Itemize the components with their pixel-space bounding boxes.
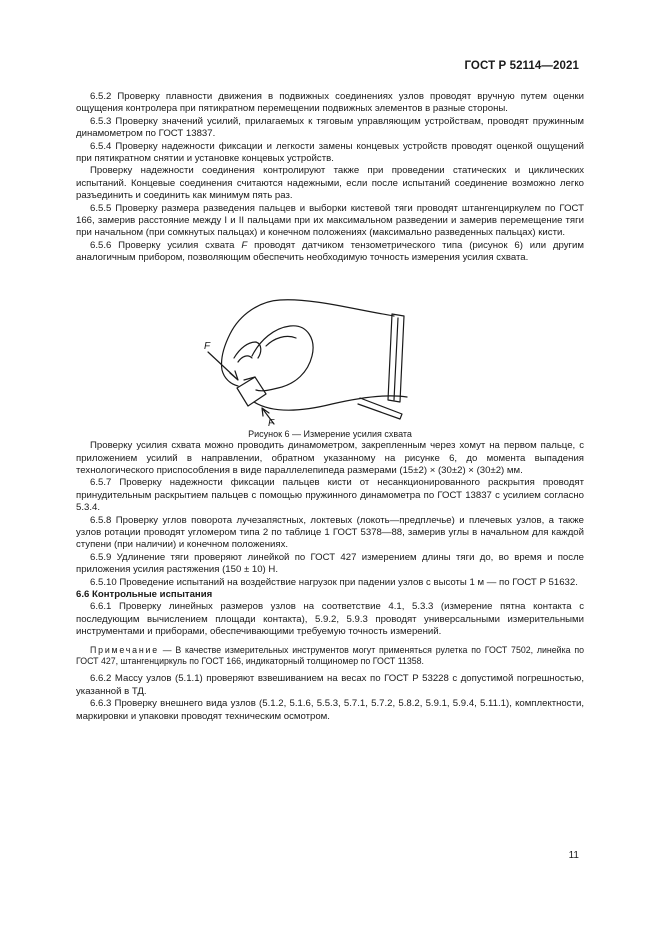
note-text: — В качестве измерительных инструментов могут применяться рулетка по ГОСТ 7502, линейка по ГОСТ 427, штангенциркуль по ГОСТ 166, индикаторный толщиномер по ГОСТ 11358. [76,644,584,666]
paragraph-6-5-8: 6.5.8 Проверку углов поворота лучезапястных, локтевых (локоть—предплечье) и плечевых узлов, а также узлов ротации проводят угломером типа 2 по таблице 1 ГОСТ 5378—88, замерив углы в начальном для каждой ступени (при наличии) и конечном положениях. [76,514,584,551]
hand-outline [221,299,394,385]
figure-label-f-top: F [204,340,211,352]
finger-outline [252,326,313,391]
force-arrow-top [208,352,238,380]
page-content [76,91,584,723]
paragraph-6-5-3: 6.5.3 Проверку значений усилий, прилагаемых к тяговым управляющим устройствам, проводят пружинным динамометром по ГОСТ 13837. [76,115,584,140]
paragraph-6-5-10: 6.5.10 Проведение испытаний на воздействие нагрузок при падении узлов с высоты 1 м — по ГОСТ Р 51632. [90,576,578,588]
paragraph-6-5-5: 6.5.5 Проверку размера разведения пальцев и выборки кистевой тяги проводят штангенциркулем по ГОСТ 166, замерив расстояние между I и II пальцами при их максимальном разведении и замерив перемещение тяги при начальном (при сомкнутых пальцах) и конечном положениях (максимально разведенных пальцах) кисти. [76,202,584,239]
paragraph-6-5-9: 6.5.9 Удлинение тяги проверяют линейкой по ГОСТ 427 измерением длины тяги до, во время и после приложения усилия растяжения (150 ± 10) Н. [76,551,584,576]
grip-force-drawing [182,276,432,428]
paragraph-6-5-6 [76,240,584,265]
note-label: Примечание [90,644,159,655]
note-measuring-tools [76,645,584,668]
paragraph-6-5-4: 6.5.4 Проверку надежности фиксации и легкости замены концевых устройств проводят оценкой ощущений при пятикратном снятии и установке концевых устройств. [76,140,584,165]
paragraph-6-5-6-end: проводят датчиком тензометрического типа (рисунок 6) или другим аналогичным прибором, позволяющим обеспечить необходимую точность измерения усилия схвата. [76,239,584,264]
paragraph-connection-reliability: Проверку надежности соединения контролируют также при проведении статических и циклических испытаний. Концевые соединения считаются надежными, если после испытаний соединение возможно легко разъединить и соединить как минимум пять раз. [76,165,584,202]
wrist-band-line [394,318,398,400]
section-title-6-6: 6.6 Контрольные испытания [76,588,213,600]
force-symbol: F [241,239,248,251]
paragraph-6-6-2: 6.6.2 Массу узлов (5.1.1) проверяют взвешиванием на весах по ГОСТ Р 53228 с допустимой погрешностью, указанной в ТД. [76,673,584,697]
thumb-nail [238,356,252,362]
hand-lower-outline [254,396,407,410]
paragraph-6-6-1: 6.6.1 Проверку линейных размеров узлов на соответствие 4.1, 5.3.3 (измерение пятна контакта с последующим вычислением площади контакта), 5.9.2, 5.9.3 проводят универсальными измерительными инструментами и приборами, обеспечивающими требуемую точность измерений. [76,601,584,638]
paragraph-6-6-3: 6.6.3 Проверку внешнего вида узлов (5.1.2, 5.1.6, 5.5.3, 5.7.1, 5.7.2, 5.8.2, 5.9.1, 5.9.4, 5.11.1), комплектности, маркировки и упаковки проводят техническим осмотром. [76,698,584,722]
figure-grip-force [76,276,584,428]
finger-inner-line [266,336,296,346]
paragraph-6-5-2: 6.5.2 Проверку плавности движения в подвижных соединениях узлов проводят вручную путем оценки ощущения контролера при пятикратном перемещении подвижных элементов в разные стороны. [76,91,584,115]
paragraph-dynamometer-check: Проверку усилия схвата можно проводить динамометром, закрепленным через хомут на первом пальце, с приложением усилий в направлении, обратном указанному на рисунке 6, до момента выпадения технологического приспособления в виде параллелепипеда размерами (15±2) × (30±2) × (30±2) мм. [76,440,584,476]
figure-6-caption: Рисунок 6 — Измерение усилия схвата [248,428,412,439]
page-number: 11 [568,850,579,861]
paragraph-6-5-6-start: 6.5.6 Проверку усилия схвата [90,239,242,251]
figure-label-f-bottom: F [268,417,275,428]
document-standard-header: ГОСТ Р 52114—2021 [464,60,579,72]
sensor-block [237,377,266,406]
paragraph-6-5-7: 6.5.7 Проверку надежности фиксации пальцев кисти от несанкционированного раскрытия проводят принудительным раскрытием пальцев с помощью пружинного динамометра по ГОСТ 13837 с усилием согласно 5.3.4. [76,477,584,514]
